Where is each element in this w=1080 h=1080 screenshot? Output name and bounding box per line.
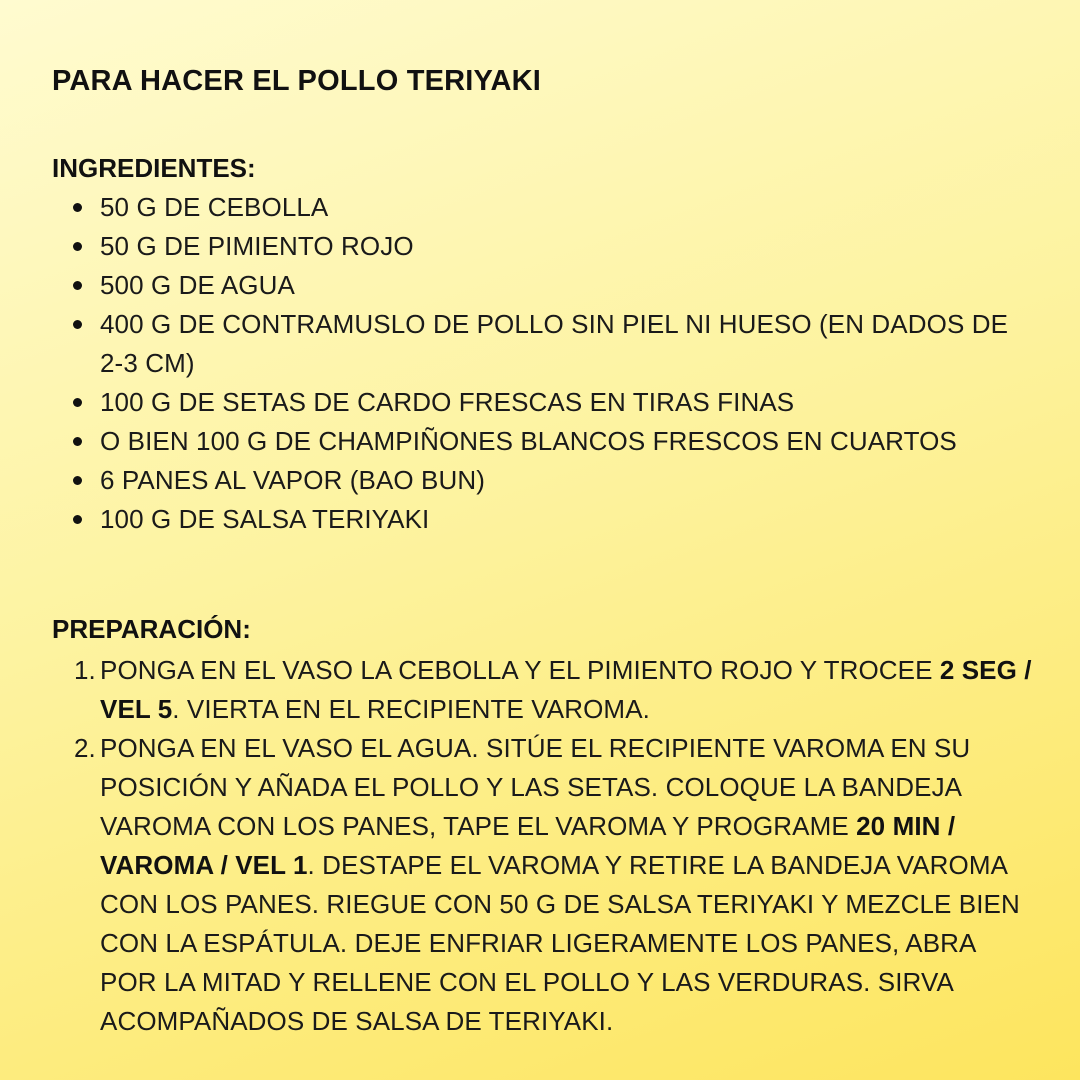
ingredient-item [52,422,1032,461]
step-text-end: . DESTAPE EL VAROMA Y RETIRE LA BANDEJA VAROMA CON LOS PANES. RIEGUE CON 50 G DE SALSA TERIYAKI Y MEZCLE BIEN CON LA ESPÁTULA. DEJE ENFRIAR LIGERAMENTE LOS PANES, ABRA POR LA MITAD Y RELLENE CON EL POLLO Y LAS VERDURAS. SIRVA ACOMPAÑADOS DE SALSA DE TERIYAKI. [100,850,1020,1036]
step-setting: 2 SEG / VEL 5 [100,655,1032,724]
section-spacer [52,539,1032,611]
ingredient-text: 50 G DE PIMIENTO ROJO [100,231,414,261]
ingredient-item [52,227,1032,266]
ingredient-item [52,305,1032,383]
step-setting: 20 MIN / VAROMA / VEL 1 [100,811,956,880]
step-number: 1. [74,655,96,685]
ingredient-item [52,383,1032,422]
preparation-heading: PREPARACIÓN: [52,614,251,644]
ingredient-item [52,266,1032,305]
ingredient-text: 100 G DE SETAS DE CARDO FRESCAS EN TIRAS FINAS [100,387,795,417]
bullet-icon [73,398,82,407]
ingredient-text: 100 G DE SALSA TERIYAKI [100,504,430,534]
step-text-end: . VIERTA EN EL RECIPIENTE VAROMA. [172,694,650,724]
recipe-card [52,62,1032,1041]
step-number: 2. [74,733,96,763]
ingredient-item [52,188,1032,227]
bullet-icon [73,476,82,485]
ingredient-text: 6 PANES AL VAPOR (BAO BUN) [100,465,486,495]
bullet-icon [73,281,82,290]
preparation-steps [52,651,1032,1041]
bullet-icon [73,242,82,251]
step-item [52,729,1032,1041]
bullet-icon [73,320,82,329]
ingredient-text: 400 G DE CONTRAMUSLO DE POLLO SIN PIEL NI HUESO (EN DADOS DE 2-3 CM) [100,309,1009,378]
bullet-icon [73,203,82,212]
ingredients-list [52,188,1032,539]
ingredient-item [52,500,1032,539]
ingredient-text: O BIEN 100 G DE CHAMPIÑONES BLANCOS FRESCOS EN CUARTOS [100,426,957,456]
bullet-icon [73,437,82,446]
step-text: PONGA EN EL VASO LA CEBOLLA Y EL PIMIENTO ROJO Y TROCEE [100,655,940,685]
ingredient-item [52,461,1032,500]
bullet-icon [73,515,82,524]
ingredient-text: 50 G DE CEBOLLA [100,192,329,222]
step-text: PONGA EN EL VASO EL AGUA. SITÚE EL RECIPIENTE VAROMA EN SU POSICIÓN Y AÑADA EL POLLO Y LAS SETAS. COLOQUE LA BANDEJA VAROMA CON LOS PANES, TAPE EL VAROMA Y PROGRAME [100,733,971,841]
page-title: PARA HACER EL POLLO TERIYAKI [52,65,541,97]
ingredient-text: 500 G DE AGUA [100,270,295,300]
ingredients-heading: INGREDIENTES: [52,153,256,183]
step-item [52,651,1032,729]
